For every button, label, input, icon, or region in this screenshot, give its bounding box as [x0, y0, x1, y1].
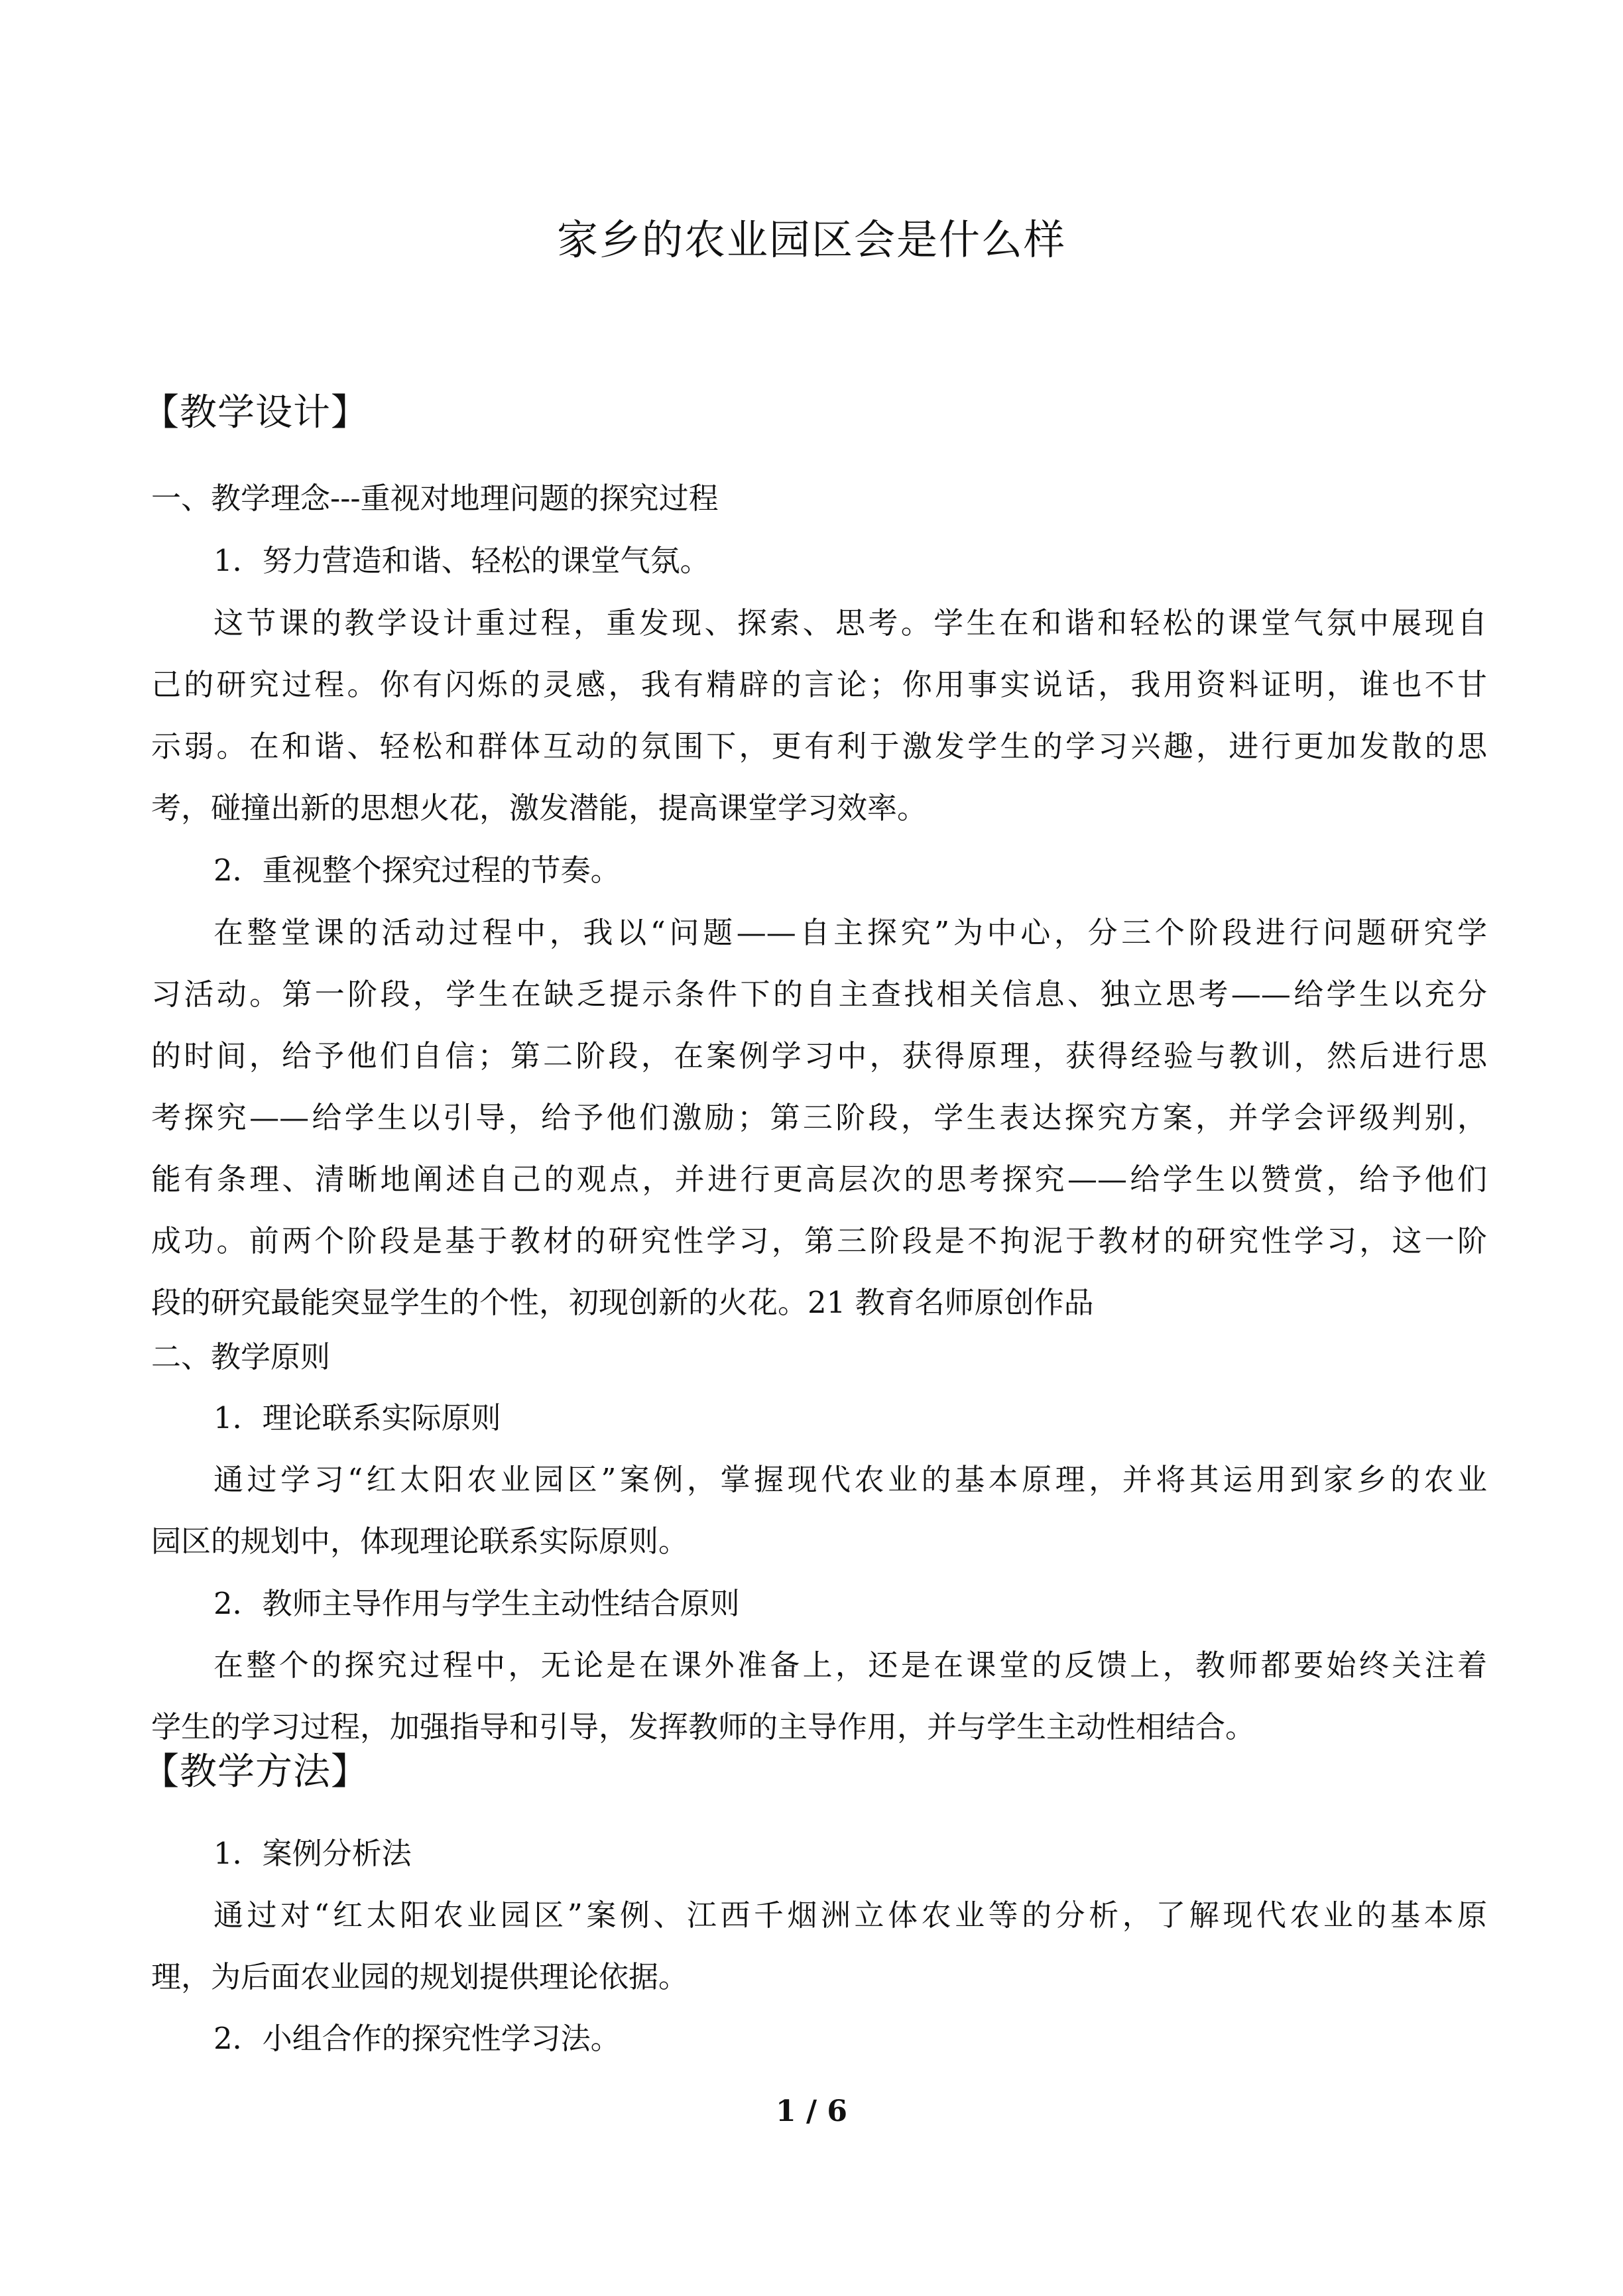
part-1-item-1-line-1: 这节课的教学设计重过程，重发现、探索、思考。学生在和谐和轻松的课堂气氛中展现自 — [213, 605, 1487, 640]
method-2-title: 2．小组合作的探究性学习法。 — [213, 2021, 621, 2056]
part-1-item-1-line-4: 考，碰撞出新的思想火花，激发潜能，提高课堂学习效率。 — [151, 790, 928, 825]
part-1-item-2-title: 2．重视整个探究过程的节奏。 — [213, 853, 621, 888]
part-2-item-2-title: 2．教师主导作用与学生主动性结合原则 — [213, 1586, 740, 1621]
section-heading-teaching-design: 【教学设计】 — [142, 391, 369, 434]
part-1-item-2-line-1: 在整堂课的活动过程中，我以“问题——自主探究”为中心，分三个阶段进行问题研究学 — [213, 915, 1487, 950]
page-title: 家乡的农业园区会是什么样 — [556, 215, 1066, 264]
part-2-item-1-line-1: 通过学习“红太阳农业园区”案例，掌握现代农业的基本原理，并将其运用到家乡的农业 — [213, 1462, 1487, 1497]
section-heading-teaching-methods: 【教学方法】 — [142, 1750, 369, 1793]
part-1-item-2-line-6: 成功。前两个阶段是基于教材的研究性学习，第三阶段是不拘泥于教材的研究性学习，这一阶 — [151, 1223, 1487, 1258]
part-2-title: 二、教学原则 — [151, 1339, 331, 1374]
part-1-item-1-line-2: 己的研究过程。你有闪烁的灵感，我有精辟的言论；你用事实说话，我用资料证明，谁也不甘 — [151, 667, 1487, 702]
part-1-item-2-line-7: 段的研究最能突显学生的个性，初现创新的火花。21 教育名师原创作品 — [151, 1285, 1094, 1320]
part-1-item-2-line-5: 能有条理、清晰地阐述自己的观点，并进行更高层次的思考探究——给学生以赞赏，给予他们 — [151, 1162, 1487, 1197]
part-1-item-2-line-4: 考探究——给学生以引导，给予他们激励；第三阶段，学生表达探究方案，并学会评级判别， — [151, 1100, 1487, 1135]
part-1-title: 一、教学理念---重视对地理问题的探究过程 — [151, 481, 719, 516]
method-1-title: 1．案例分析法 — [213, 1836, 412, 1871]
method-1-line-2: 理，为后面农业园的规划提供理论依据。 — [151, 1959, 689, 1994]
part-1-item-1-title: 1．努力营造和谐、轻松的课堂气氛。 — [213, 543, 710, 578]
part-1-item-2-line-3: 的时间，给予他们自信；第二阶段，在案例学习中，获得原理，获得经验与教训，然后进行思 — [151, 1038, 1487, 1073]
part-1-item-1-line-3: 示弱。在和谐、轻松和群体互动的氛围下，更有利于激发学生的学习兴趣，进行更加发散的思 — [151, 729, 1487, 764]
part-1-item-2-line-2: 习活动。第一阶段，学生在缺乏提示条件下的自主查找相关信息、独立思考——给学生以充分 — [151, 977, 1487, 1012]
part-2-item-1-line-2: 园区的规划中，体现理论联系实际原则。 — [151, 1524, 689, 1559]
part-2-item-2-line-1: 在整个的探究过程中，无论是在课外准备上，还是在课堂的反馈上，教师都要始终关注着 — [213, 1648, 1487, 1683]
method-1-line-1: 通过对“红太阳农业园区”案例、江西千烟洲立体农业等的分析，了解现代农业的基本原 — [213, 1898, 1487, 1933]
part-2-item-1-title: 1．理论联系实际原则 — [213, 1400, 501, 1435]
page-number: 1 / 6 — [776, 2094, 847, 2128]
part-2-item-2-line-2: 学生的学习过程，加强指导和引导，发挥教师的主导作用，并与学生主动性相结合。 — [151, 1709, 1256, 1744]
